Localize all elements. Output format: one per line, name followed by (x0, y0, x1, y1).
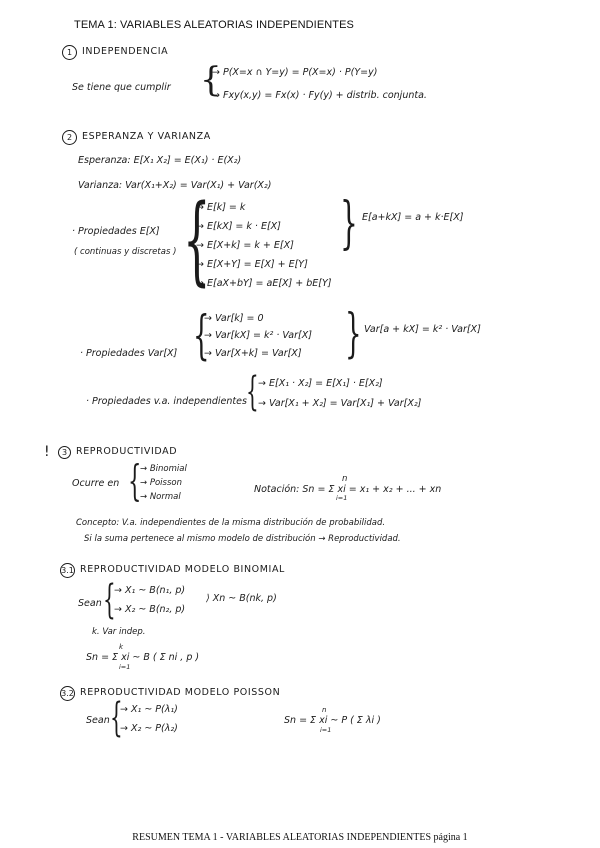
independence-condition-2: → Fxy(x,y) = Fx(x) · Fy(y) + distrib. conjunta. (212, 90, 427, 101)
brace-varianza: { (193, 306, 210, 366)
binomial-sum-lower: i=1 (119, 663, 131, 671)
section-number-3-2: 3.2 (60, 686, 75, 701)
binomial-result: ⟩ Xn ~ B(nk, p) (206, 593, 277, 604)
binomial-sn: Sn = Σ xi ~ B ( Σ ni , p ) (86, 652, 200, 663)
brace-varianza-close: } (345, 304, 362, 364)
poisson-sean: Sean (86, 715, 110, 726)
esperanza-result: E[a+kX] = a + k·E[X] (362, 212, 464, 223)
brace-esperanza-close: } (340, 191, 358, 256)
brace-ocurre: { (128, 456, 142, 505)
poisson-x2: → X₂ ~ P(λ₂) (120, 723, 178, 734)
varianza-prop-1: → Var[k] = 0 (204, 313, 264, 324)
poisson-sum-lower: i=1 (320, 726, 332, 734)
esperanza-prop-1: → E[k] = k (196, 202, 246, 213)
esperanza-prop-2: → E[kX] = k · E[X] (196, 221, 281, 232)
independientes-prop-1: → E[X₁ · X₂] = E[X₁] · E[X₂] (258, 378, 383, 389)
varianza-prop-3: → Var[X+k] = Var[X] (204, 348, 302, 359)
notacion-formula: Notación: Sn = Σ xi = x₁ + x₂ + ... + xn (254, 484, 442, 495)
section-title-esperanza-varianza: ESPERANZA Y VARIANZA (82, 131, 211, 142)
independence-intro: Se tiene que cumplir (72, 82, 171, 93)
brace-esperanza: { (183, 184, 211, 296)
esperanza-prop-3: → E[X+k] = k + E[X] (196, 240, 294, 251)
brace-independence: { (200, 60, 222, 100)
propiedades-esperanza-sub: ( continuas y discretas ) (74, 247, 177, 257)
binomial-sum-upper: k (119, 643, 124, 651)
section-number-1: 1 (62, 45, 77, 60)
section-title-poisson: REPRODUCTIVIDAD MODELO POISSON (80, 687, 281, 698)
propiedades-independientes-label: · Propiedades v.a. independientes (86, 396, 247, 407)
binomial-k-indep: k. Var indep. (92, 627, 146, 637)
sum-upper-limit: n (342, 474, 348, 484)
poisson-sum-upper: n (322, 706, 327, 714)
sum-lower-limit: i=1 (336, 494, 348, 502)
binomial-sean: Sean (78, 598, 102, 609)
esperanza-prop-4: → E[X+Y] = E[X] + E[Y] (196, 259, 308, 270)
varianza-result: Var[a + kX] = k² · Var[X] (364, 324, 481, 335)
page-footer: RESUMEN TEMA 1 - VARIABLES ALEATORIAS INDEPENDIENTES página 1 (132, 832, 468, 843)
section-title-independencia: INDEPENDENCIA (82, 46, 169, 57)
model-poisson: → Poisson (140, 478, 182, 488)
brace-poisson: { (110, 695, 123, 741)
brace-binomial: { (103, 577, 116, 623)
model-normal: → Normal (140, 492, 181, 502)
ocurre-label: Ocurre en (72, 478, 120, 489)
poisson-x1: → X₁ ~ P(λ₁) (120, 704, 178, 715)
poisson-sn: Sn = Σ xi ~ P ( Σ λi ) (284, 715, 381, 726)
propiedades-varianza-label: · Propiedades Var[X] (80, 348, 178, 359)
binomial-x1: → X₁ ~ B(n₁, p) (114, 585, 186, 596)
concepto-line-1: Concepto: V.a. independientes de la misma distribución de probabilidad. (76, 518, 386, 528)
propiedades-esperanza-label: · Propiedades E[X] (72, 226, 160, 237)
model-binomial: → Binomial (140, 464, 187, 474)
concepto-line-2: Si la suma pertenece al mismo modelo de distribución → Reproductividad. (84, 534, 401, 544)
page-header: TEMA 1: VARIABLES ALEATORIAS INDEPENDIENTES (74, 19, 354, 31)
section-title-binomial: REPRODUCTIVIDAD MODELO BINOMIAL (80, 564, 285, 575)
esperanza-prop-5: → E[aX+bY] = aE[X] + bE[Y] (196, 278, 332, 289)
esperanza-formula: Esperanza: E[X₁ X₂] = E(X₁) · E(X₂) (78, 155, 242, 166)
section-number-3-1: 3.1 (60, 563, 75, 578)
section-title-reproductividad: REPRODUCTIVIDAD (76, 446, 178, 457)
warning-mark: ! (44, 444, 50, 460)
binomial-x2: → X₂ ~ B(n₂, p) (114, 604, 186, 615)
independientes-prop-2: → Var[X₁ + X₂] = Var[X₁] + Var[X₂] (258, 398, 422, 409)
section-number-2: 2 (62, 130, 77, 145)
varianza-prop-2: → Var[kX] = k² · Var[X] (204, 330, 312, 341)
section-number-3: 3 (58, 446, 71, 459)
brace-independientes: { (246, 369, 259, 415)
independence-condition-1: → P(X=x ∩ Y=y) = P(X=x) · P(Y=y) (212, 67, 378, 78)
varianza-formula: Varianza: Var(X₁+X₂) = Var(X₁) + Var(X₂) (78, 180, 272, 191)
